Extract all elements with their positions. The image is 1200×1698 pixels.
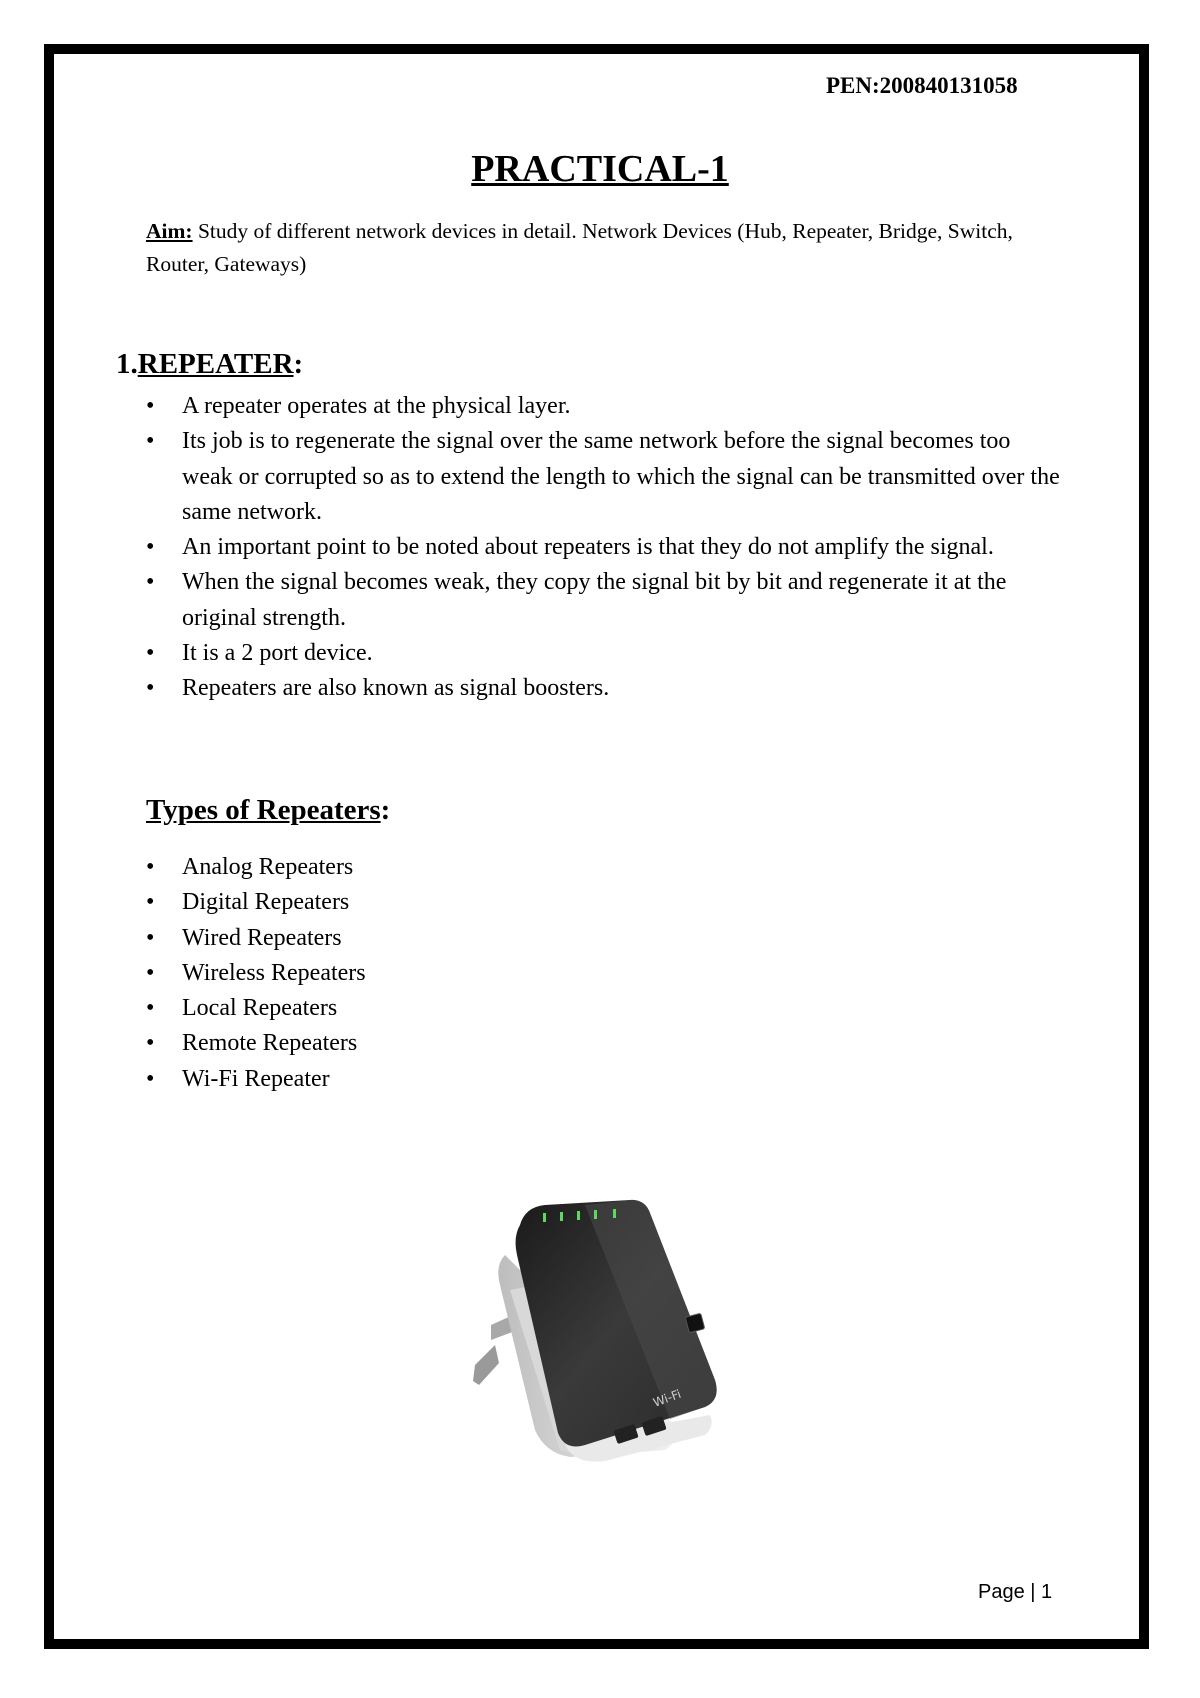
list-item: • Repeaters are also known as signal boosters. xyxy=(146,671,1066,706)
list-item: • Wired Repeaters xyxy=(146,921,1066,956)
list-item: • Local Repeaters xyxy=(146,991,1066,1026)
aim-text: Study of different network devices in detail. Network Devices (Hub, Repeater, Bridge, Switch, Router, Gateways) xyxy=(146,219,1013,276)
section-heading xyxy=(116,348,303,381)
wifi-repeater-device-image xyxy=(465,1195,755,1475)
list-item: • Wireless Repeaters xyxy=(146,956,1066,991)
list-item: • Digital Repeaters xyxy=(146,885,1066,920)
page-title: PRACTICAL-1 xyxy=(471,148,729,190)
list-item: • It is a 2 port device. xyxy=(146,636,1066,671)
wifi-logo: Wi-Fi xyxy=(651,1386,683,1410)
list-item: • A repeater operates at the physical layer. xyxy=(146,389,1066,424)
types-heading xyxy=(146,794,390,827)
pen-number: PEN:200840131058 xyxy=(826,73,1018,98)
aim-label: Aim: xyxy=(146,219,193,243)
list-item: • Its job is to regenerate the signal over the same network before the signal becomes too weak or corrupted so as to extend the length to which the signal can be transmitted over the same network. xyxy=(146,424,1066,530)
section-colon: : xyxy=(293,348,304,380)
aim-paragraph xyxy=(146,215,1066,281)
page-number: Page | 1 xyxy=(978,1581,1053,1603)
types-title: Types of Repeaters xyxy=(146,794,381,826)
section-title: REPEATER xyxy=(137,348,294,380)
list-item: • When the signal becomes weak, they copy the signal bit by bit and regenerate it at the original strength. xyxy=(146,565,1066,636)
repeater-types-list xyxy=(146,850,1066,1097)
types-colon: : xyxy=(380,794,391,826)
list-item: • An important point to be noted about repeaters is that they do not amplify the signal. xyxy=(146,530,1066,565)
section-number: 1. xyxy=(116,348,138,380)
repeater-points-list xyxy=(146,389,1066,707)
list-item: • Analog Repeaters xyxy=(146,850,1066,885)
list-item: • Remote Repeaters xyxy=(146,1026,1066,1061)
list-item: • Wi-Fi Repeater xyxy=(146,1062,1066,1097)
